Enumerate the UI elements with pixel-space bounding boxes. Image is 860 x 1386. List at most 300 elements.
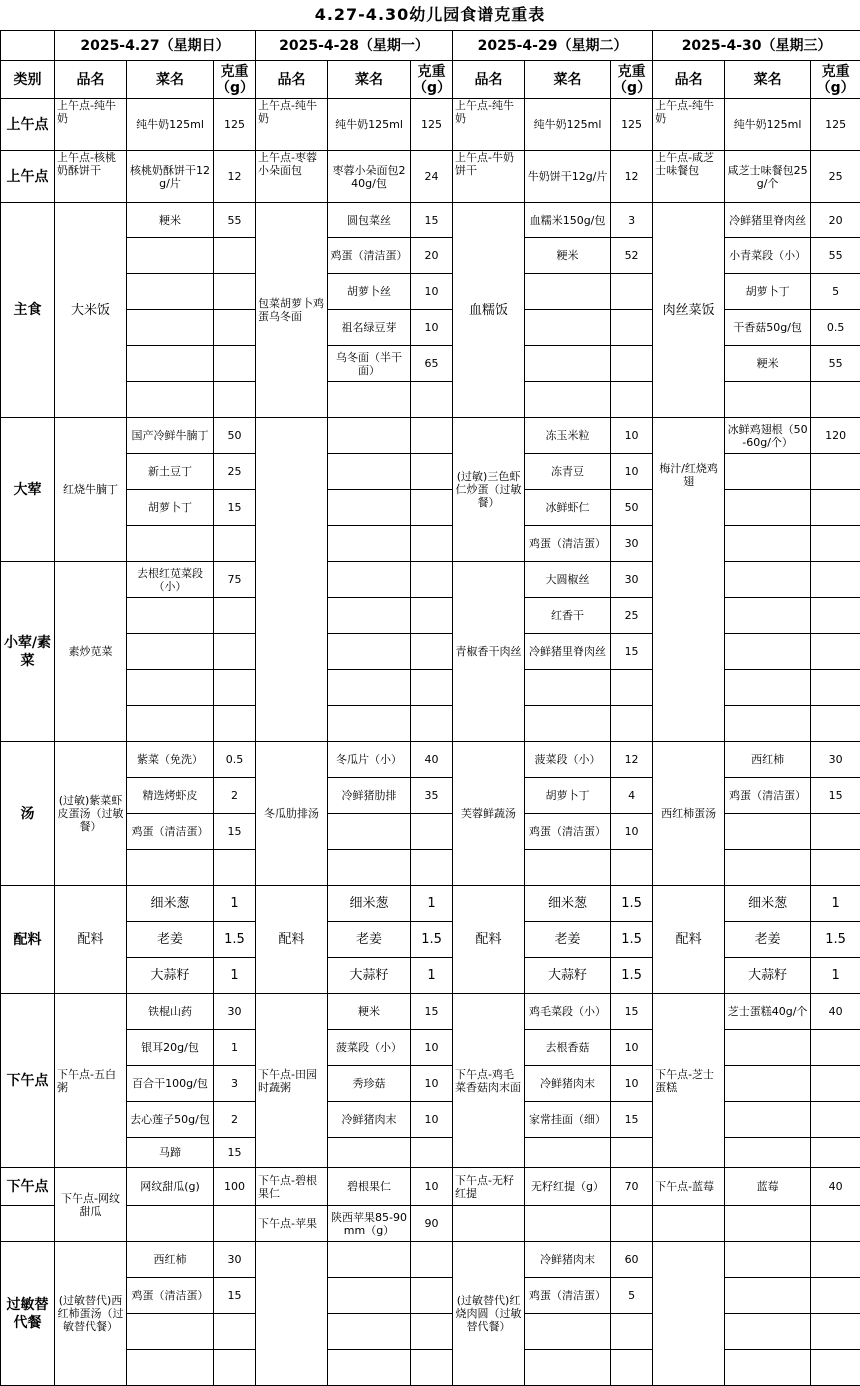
weight-cell: 1 (214, 886, 256, 922)
weight-cell: 120 (811, 418, 860, 454)
empty-cell (328, 634, 411, 670)
dish-cell: 细米葱 (725, 886, 811, 922)
table-row (1, 634, 860, 670)
dish-cell: 老姜 (328, 922, 411, 958)
empty-cell (214, 850, 256, 886)
dish-cell: 大蒜籽 (725, 958, 811, 994)
item-header: 品名 (453, 61, 525, 99)
weight-cell: 25 (611, 598, 653, 634)
empty-cell (811, 1206, 860, 1242)
weight-cell: 40 (411, 742, 453, 778)
weight-cell: 1.5 (214, 922, 256, 958)
dish-cell: 冰鲜虾仁 (525, 490, 611, 526)
item-cell: 上午点-牛奶饼干 (453, 151, 525, 203)
weight-cell: 100 (214, 1168, 256, 1206)
empty-cell (811, 454, 860, 490)
empty-cell (811, 1278, 860, 1314)
page-title: 4.27-4.30幼儿园食谱克重表 (314, 5, 546, 24)
weight-cell: 1.5 (611, 958, 653, 994)
empty-cell (525, 850, 611, 886)
empty-cell (611, 382, 653, 418)
empty-cell (725, 706, 811, 742)
weight-cell: 20 (411, 238, 453, 274)
weight-cell: 1 (411, 886, 453, 922)
item-cell: 上午点-咸芝士味餐包 (653, 151, 725, 203)
dish-cell: 纯牛奶125ml (328, 99, 411, 151)
item-cell: 下午点-网纹甜瓜 (55, 1168, 127, 1242)
weight-cell: 55 (811, 346, 860, 382)
item-cell: 下午点-芝士蛋糕 (653, 994, 725, 1168)
empty-cell (214, 634, 256, 670)
weight-cell: 1.5 (611, 886, 653, 922)
empty-cell (256, 418, 328, 742)
category-snack-pm: 下午点 (1, 994, 55, 1168)
category-snack-am: 上午点 (1, 99, 55, 151)
dish-cell: 鸡蛋（清洁蛋） (725, 778, 811, 814)
item-header: 品名 (653, 61, 725, 99)
weight-cell: 125 (811, 99, 860, 151)
weight-cell: 15 (214, 1138, 256, 1168)
dish-cell: 红香干 (525, 598, 611, 634)
weight-cell: 10 (411, 1030, 453, 1066)
item-cell: 青椒香干肉丝 (453, 562, 525, 742)
dish-cell: 粳米 (328, 994, 411, 1030)
empty-cell (411, 418, 453, 454)
weight-cell: 15 (611, 1102, 653, 1138)
empty-cell (611, 310, 653, 346)
empty-cell (811, 562, 860, 598)
empty-cell (725, 1350, 811, 1386)
weight-cell: 5 (811, 274, 860, 310)
dish-cell: 胡萝卜丝 (328, 274, 411, 310)
dish-cell: 无籽红提（g） (525, 1168, 611, 1206)
dish-cell: 紫菜（免洗） (127, 742, 214, 778)
dish-cell: 鸡蛋（清洁蛋） (127, 814, 214, 850)
empty-cell (811, 1138, 860, 1168)
item-cell: 上午点-核桃奶酥饼干 (55, 151, 127, 203)
weight-cell: 10 (611, 814, 653, 850)
item-cell: 下午点-苹果 (256, 1206, 328, 1242)
empty-cell (653, 1242, 725, 1386)
weight-cell: 15 (611, 634, 653, 670)
weight-cell: 0.5 (811, 310, 860, 346)
dish-cell: 鸡毛菜段（小） (525, 994, 611, 1030)
dish-cell: 干香菇50g/包 (725, 310, 811, 346)
dish-cell: 去心莲子50g/包 (127, 1102, 214, 1138)
empty-cell (811, 1066, 860, 1102)
item-cell: 下午点-无籽红提 (453, 1168, 525, 1206)
weight-cell: 52 (611, 238, 653, 274)
table-row (1, 1278, 860, 1314)
item-cell: 血糯饭 (453, 203, 525, 418)
empty-cell (411, 1278, 453, 1314)
weight-cell: 10 (411, 310, 453, 346)
item-cell: 下午点-田园时蔬粥 (256, 994, 328, 1168)
empty-cell (328, 598, 411, 634)
category-side: 小荤/素菜 (1, 562, 55, 742)
weight-header: 克重（g） (214, 61, 256, 99)
dish-cell: 老姜 (725, 922, 811, 958)
weight-cell: 125 (411, 99, 453, 151)
table-row (1, 99, 860, 151)
table-row (1, 1350, 860, 1386)
table-row (1, 346, 860, 382)
weight-cell: 0.5 (214, 742, 256, 778)
table-row (1, 994, 860, 1030)
empty-cell (1, 1206, 55, 1242)
empty-cell (127, 382, 214, 418)
empty-cell (725, 814, 811, 850)
menu-table (0, 30, 860, 1386)
empty-cell (525, 346, 611, 382)
category-header: 类别 (1, 61, 55, 99)
weight-cell: 30 (611, 526, 653, 562)
dish-cell: 枣蓉小朵面包240g/包 (328, 151, 411, 203)
empty-cell (214, 382, 256, 418)
dish-header: 菜名 (328, 61, 411, 99)
dish-cell: 蓝莓 (725, 1168, 811, 1206)
empty-cell (214, 274, 256, 310)
table-row (1, 778, 860, 814)
category-allergy: 过敏替代餐 (1, 1242, 55, 1386)
table-row (1, 706, 860, 742)
empty-cell (328, 382, 411, 418)
empty-cell (328, 526, 411, 562)
weight-cell: 15 (214, 490, 256, 526)
empty-cell (725, 1206, 811, 1242)
dish-cell: 粳米 (127, 203, 214, 238)
dish-cell: 粳米 (725, 346, 811, 382)
empty-cell (525, 1138, 611, 1168)
item-cell: 下午点-蓝莓 (653, 1168, 725, 1206)
item-cell: 下午点-五白粥 (55, 994, 127, 1168)
weight-cell: 4 (611, 778, 653, 814)
empty-cell (127, 1314, 214, 1350)
dish-cell: 胡萝卜丁 (525, 778, 611, 814)
empty-cell (725, 526, 811, 562)
dish-cell: 鸡蛋（清洁蛋） (525, 814, 611, 850)
weight-cell: 1.5 (611, 922, 653, 958)
empty-cell (525, 706, 611, 742)
dish-cell: 菠菜段（小） (525, 742, 611, 778)
dish-cell: 小青菜段（小） (725, 238, 811, 274)
empty-cell (127, 634, 214, 670)
empty-cell (411, 850, 453, 886)
empty-cell (611, 850, 653, 886)
dish-cell: 马蹄 (127, 1138, 214, 1168)
empty-cell (611, 670, 653, 706)
empty-cell (811, 634, 860, 670)
table-row (1, 814, 860, 850)
dish-cell: 鸡蛋（清洁蛋） (525, 526, 611, 562)
weight-cell: 70 (611, 1168, 653, 1206)
weight-cell: 10 (611, 1066, 653, 1102)
empty-cell (611, 1350, 653, 1386)
empty-cell (725, 634, 811, 670)
weight-cell: 1.5 (811, 922, 860, 958)
weight-header: 克重（g） (611, 61, 653, 99)
dish-cell: 大圆椒丝 (525, 562, 611, 598)
item-cell: 配料 (653, 886, 725, 994)
dish-cell: 西红柿 (725, 742, 811, 778)
empty-cell (611, 274, 653, 310)
table-row (1, 670, 860, 706)
weight-cell: 15 (411, 994, 453, 1030)
dish-cell: 纯牛奶125ml (127, 99, 214, 151)
item-header: 品名 (256, 61, 328, 99)
item-cell: 下午点-碧根果仁 (256, 1168, 328, 1206)
empty-cell (725, 598, 811, 634)
empty-cell (725, 454, 811, 490)
empty-cell (411, 454, 453, 490)
weight-cell: 75 (214, 562, 256, 598)
weight-cell: 12 (611, 742, 653, 778)
dish-cell: 秀珍菇 (328, 1066, 411, 1102)
empty-cell (525, 1206, 611, 1242)
table-row (1, 382, 860, 418)
category-snack-am: 上午点 (1, 151, 55, 203)
empty-cell (127, 598, 214, 634)
weight-cell: 20 (811, 203, 860, 238)
empty-cell (411, 814, 453, 850)
item-cell: 配料 (256, 886, 328, 994)
empty-cell (214, 526, 256, 562)
table-row (1, 274, 860, 310)
item-header: 品名 (55, 61, 127, 99)
table-row (1, 1242, 860, 1278)
item-cell: 芙蓉鲜蔬汤 (453, 742, 525, 886)
dish-cell: 西红柿 (127, 1242, 214, 1278)
empty-cell (328, 706, 411, 742)
weight-cell: 15 (611, 994, 653, 1030)
item-cell: 梅汁/红烧鸡翅 (653, 418, 725, 742)
empty-cell (411, 598, 453, 634)
empty-cell (127, 1350, 214, 1386)
dish-cell: 老姜 (525, 922, 611, 958)
date-header-3: 2025-4-29（星期二） (453, 31, 653, 61)
dish-cell: 冰鲜鸡翅根（50-60g/个） (725, 418, 811, 454)
table-row (1, 562, 860, 598)
weight-header: 克重（g） (811, 61, 860, 99)
dish-header: 菜名 (525, 61, 611, 99)
table-row (1, 526, 860, 562)
category-main: 大荤 (1, 418, 55, 562)
empty-cell (411, 1314, 453, 1350)
date-header-4: 2025-4-30（星期三） (653, 31, 860, 61)
dish-cell: 国产冷鲜牛腩丁 (127, 418, 214, 454)
empty-cell (214, 1206, 256, 1242)
table-row (1, 1168, 860, 1206)
empty-cell (328, 418, 411, 454)
empty-cell (811, 1030, 860, 1066)
empty-cell (411, 562, 453, 598)
dish-header: 菜名 (725, 61, 811, 99)
empty-cell (611, 1314, 653, 1350)
weight-cell: 90 (411, 1206, 453, 1242)
dish-cell: 精选烤虾皮 (127, 778, 214, 814)
dish-cell: 细米葱 (127, 886, 214, 922)
empty-cell (525, 1314, 611, 1350)
dish-cell: 银耳20g/包 (127, 1030, 214, 1066)
dish-cell: 新土豆丁 (127, 454, 214, 490)
table-row (1, 886, 860, 922)
dish-cell: 网纹甜瓜(g) (127, 1168, 214, 1206)
weight-cell: 50 (214, 418, 256, 454)
table-row (1, 203, 860, 238)
empty-cell (328, 562, 411, 598)
empty-cell (811, 1242, 860, 1278)
dish-cell: 冬瓜片（小） (328, 742, 411, 778)
category-snack-pm: 下午点 (1, 1168, 55, 1206)
empty-cell (453, 1206, 525, 1242)
empty-cell (411, 1350, 453, 1386)
column-header-row (1, 61, 860, 99)
table-row (1, 151, 860, 203)
table-row (1, 238, 860, 274)
item-cell: 上午点-纯牛奶 (653, 99, 725, 151)
category-seasoning: 配料 (1, 886, 55, 994)
empty-cell (328, 1350, 411, 1386)
item-cell: 上午点-纯牛奶 (55, 99, 127, 151)
weight-cell: 1 (214, 958, 256, 994)
weight-cell: 15 (214, 814, 256, 850)
weight-cell: 1 (811, 958, 860, 994)
weight-cell: 125 (611, 99, 653, 151)
dish-cell: 铁棍山药 (127, 994, 214, 1030)
dish-cell: 鸡蛋（清洁蛋） (127, 1278, 214, 1314)
dish-cell: 大蒜籽 (525, 958, 611, 994)
weight-cell: 25 (214, 454, 256, 490)
empty-cell (328, 1278, 411, 1314)
dish-cell: 血糯米150g/包 (525, 203, 611, 238)
dish-cell: 冻青豆 (525, 454, 611, 490)
weight-cell: 12 (214, 151, 256, 203)
weight-cell: 15 (411, 203, 453, 238)
empty-cell (411, 634, 453, 670)
empty-cell (214, 1314, 256, 1350)
weight-cell: 55 (811, 238, 860, 274)
dish-cell: 冷鲜猪里脊肉丝 (725, 203, 811, 238)
empty-cell (411, 526, 453, 562)
item-cell: 大米饭 (55, 203, 127, 418)
dish-cell: 纯牛奶125ml (725, 99, 811, 151)
empty-cell (811, 382, 860, 418)
empty-cell (811, 1350, 860, 1386)
empty-cell (811, 670, 860, 706)
weight-cell: 25 (811, 151, 860, 203)
weight-cell: 30 (214, 994, 256, 1030)
table-row (1, 1206, 860, 1242)
empty-cell (214, 1350, 256, 1386)
item-cell: 上午点-纯牛奶 (256, 99, 328, 151)
weight-cell: 10 (411, 274, 453, 310)
dish-cell: 家常挂面（细） (525, 1102, 611, 1138)
item-cell: 肉丝菜饭 (653, 203, 725, 418)
empty-cell (725, 1278, 811, 1314)
date-header-1: 2025-4.27（星期日） (55, 31, 256, 61)
empty-cell (127, 706, 214, 742)
empty-cell (725, 1030, 811, 1066)
empty-cell (725, 1102, 811, 1138)
empty-cell (127, 1206, 214, 1242)
weight-cell: 40 (811, 994, 860, 1030)
empty-cell (127, 346, 214, 382)
table-row (1, 742, 860, 778)
empty-cell (725, 1314, 811, 1350)
empty-cell (127, 274, 214, 310)
item-cell: 素炒苋菜 (55, 562, 127, 742)
empty-cell (127, 238, 214, 274)
date-header-row (1, 31, 860, 61)
empty-cell (127, 526, 214, 562)
item-cell: 配料 (55, 886, 127, 994)
item-cell: 冬瓜肋排汤 (256, 742, 328, 886)
empty-cell (725, 1242, 811, 1278)
table-row (1, 454, 860, 490)
category-staple: 主食 (1, 203, 55, 418)
item-cell: 红烧牛腩丁 (55, 418, 127, 562)
dish-cell: 鸡蛋（清洁蛋） (328, 238, 411, 274)
empty-cell (725, 850, 811, 886)
empty-cell (328, 490, 411, 526)
item-cell: (过敏)三色虾仁炒蛋（过敏餐） (453, 418, 525, 562)
table-row (1, 1314, 860, 1350)
weight-cell: 5 (611, 1278, 653, 1314)
empty-cell (328, 1138, 411, 1168)
table-row (1, 1138, 860, 1168)
empty-cell (525, 670, 611, 706)
dish-cell: 大蒜籽 (328, 958, 411, 994)
dish-cell: 冷鲜猪肉末 (525, 1066, 611, 1102)
weight-cell: 50 (611, 490, 653, 526)
empty-cell (725, 1138, 811, 1168)
empty-cell (256, 1242, 328, 1386)
weight-cell: 1 (411, 958, 453, 994)
empty-cell (411, 490, 453, 526)
dish-cell: 百合干100g/包 (127, 1066, 214, 1102)
weight-cell: 24 (411, 151, 453, 203)
empty-cell (411, 1242, 453, 1278)
empty-cell (811, 490, 860, 526)
empty-cell (127, 310, 214, 346)
empty-cell (328, 1314, 411, 1350)
table-row (1, 850, 860, 886)
empty-cell (611, 1206, 653, 1242)
empty-cell (525, 382, 611, 418)
date-header-2: 2025-4-28（星期一） (256, 31, 453, 61)
weight-cell: 125 (214, 99, 256, 151)
item-cell: 上午点-枣蓉小朵面包 (256, 151, 328, 203)
weight-cell: 40 (811, 1168, 860, 1206)
empty-cell (525, 274, 611, 310)
dish-cell: 冷鲜猪里脊肉丝 (525, 634, 611, 670)
weight-cell: 30 (611, 562, 653, 598)
table-row (1, 1030, 860, 1066)
dish-cell: 菠菜段（小） (328, 1030, 411, 1066)
dish-cell: 细米葱 (328, 886, 411, 922)
table-row (1, 598, 860, 634)
category-soup: 汤 (1, 742, 55, 886)
weight-cell: 65 (411, 346, 453, 382)
empty-cell (811, 526, 860, 562)
dish-cell: 冷鲜猪肉末 (328, 1102, 411, 1138)
dish-cell: 冷鲜猪肉末 (525, 1242, 611, 1278)
weight-header: 克重（g） (411, 61, 453, 99)
weight-cell: 15 (214, 1278, 256, 1314)
dish-cell: 胡萝卜丁 (127, 490, 214, 526)
weight-cell: 12 (611, 151, 653, 203)
empty-cell (411, 670, 453, 706)
